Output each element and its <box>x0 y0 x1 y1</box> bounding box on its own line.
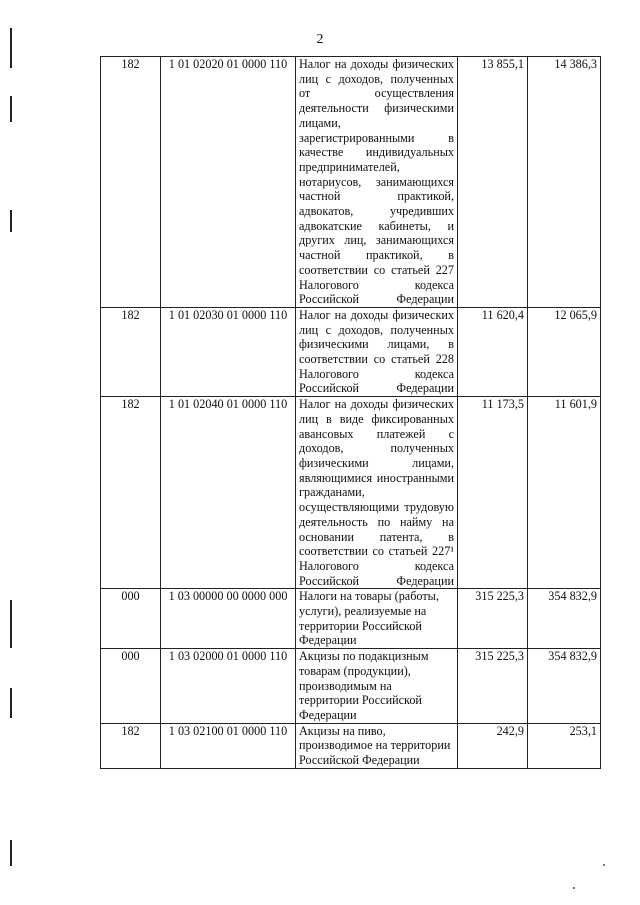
admin-code-cell: 182 <box>101 307 161 396</box>
revenue-name-cell <box>296 723 458 768</box>
revenue-name-text: Акцизы по подакцизным товарам (продукции), производимым на территории Российской Федерации <box>299 649 429 722</box>
revenue-name-text: Акцизы на пиво, производимое на территории Российской Федерации <box>299 723 451 768</box>
amount-year2-cell: 354 832,9 <box>528 589 601 649</box>
revenue-name-text: Налог на доходы физических лиц с доходов, полученных от осуществления деятельности физическими лицами, зарегистрированными в качестве индивидуальных предпринимателей, нотариусов, занимающихся частной практикой, адвокатов, учредивших адвокатские кабинеты, и других лиц, занимающихся частной практикой, в соответствии со статьей 227 Налогового кодекса Российской Федерации <box>299 57 454 307</box>
amount-year2-cell: 11 601,9 <box>528 397 601 589</box>
revenue-name-text: Налоги на товары (работы, услуги), реализуемые на территории Российской Федерации <box>299 589 439 648</box>
scan-dot <box>573 887 575 889</box>
table-row <box>101 57 601 308</box>
table-row <box>101 649 601 724</box>
table-row <box>101 397 601 589</box>
scan-mark <box>10 840 12 866</box>
budget-code-cell: 1 01 02040 01 0000 110 <box>161 397 296 589</box>
amount-year1-cell: 11 620,4 <box>458 307 528 396</box>
scan-mark <box>10 96 12 122</box>
revenue-name-cell <box>296 307 458 396</box>
budget-code-cell: 1 03 02000 01 0000 110 <box>161 649 296 724</box>
amount-year1-cell: 242,9 <box>458 723 528 768</box>
revenue-name-cell <box>296 589 458 649</box>
budget-code-cell: 1 01 02030 01 0000 110 <box>161 307 296 396</box>
amount-year1-cell: 11 173,5 <box>458 397 528 589</box>
amount-year1-cell: 13 855,1 <box>458 57 528 308</box>
admin-code-cell: 182 <box>101 57 161 308</box>
admin-code-cell: 000 <box>101 649 161 724</box>
scan-mark <box>10 600 12 648</box>
budget-code-cell: 1 03 02100 01 0000 110 <box>161 723 296 768</box>
revenue-name-text: Налог на доходы физических лиц с доходов, полученных физическими лицами, в соответствии со статьей 228 Налогового кодекса Российской Федерации <box>299 307 454 396</box>
table-row <box>101 307 601 396</box>
revenue-table <box>100 56 601 769</box>
budget-code-cell: 1 03 00000 00 0000 000 <box>161 589 296 649</box>
amount-year2-cell: 12 065,9 <box>528 307 601 396</box>
revenue-name-cell <box>296 397 458 589</box>
table-row <box>101 589 601 649</box>
amount-year1-cell: 315 225,3 <box>458 649 528 724</box>
amount-year2-cell: 253,1 <box>528 723 601 768</box>
page-number: 2 <box>316 32 324 47</box>
table-row <box>101 723 601 768</box>
scan-dot <box>603 864 605 866</box>
amount-year2-cell: 14 386,3 <box>528 57 601 308</box>
revenue-name-cell <box>296 649 458 724</box>
scan-mark <box>10 28 12 68</box>
admin-code-cell: 182 <box>101 723 161 768</box>
scan-mark <box>10 688 12 718</box>
amount-year1-cell: 315 225,3 <box>458 589 528 649</box>
revenue-name-cell <box>296 57 458 308</box>
revenue-name-text: Налог на доходы физических лиц в виде фиксированных авансовых платежей с доходов, полученных физическими лицами, являющимися иностранными гражданами, осуществляющими трудовую деятельность по найму на основании патента, в соответствии со статьей 227¹ Налогового кодекса Российской Федерации <box>299 397 454 588</box>
amount-year2-cell: 354 832,9 <box>528 649 601 724</box>
admin-code-cell: 000 <box>101 589 161 649</box>
budget-code-cell: 1 01 02020 01 0000 110 <box>161 57 296 308</box>
scan-mark <box>10 210 12 232</box>
admin-code-cell: 182 <box>101 397 161 589</box>
